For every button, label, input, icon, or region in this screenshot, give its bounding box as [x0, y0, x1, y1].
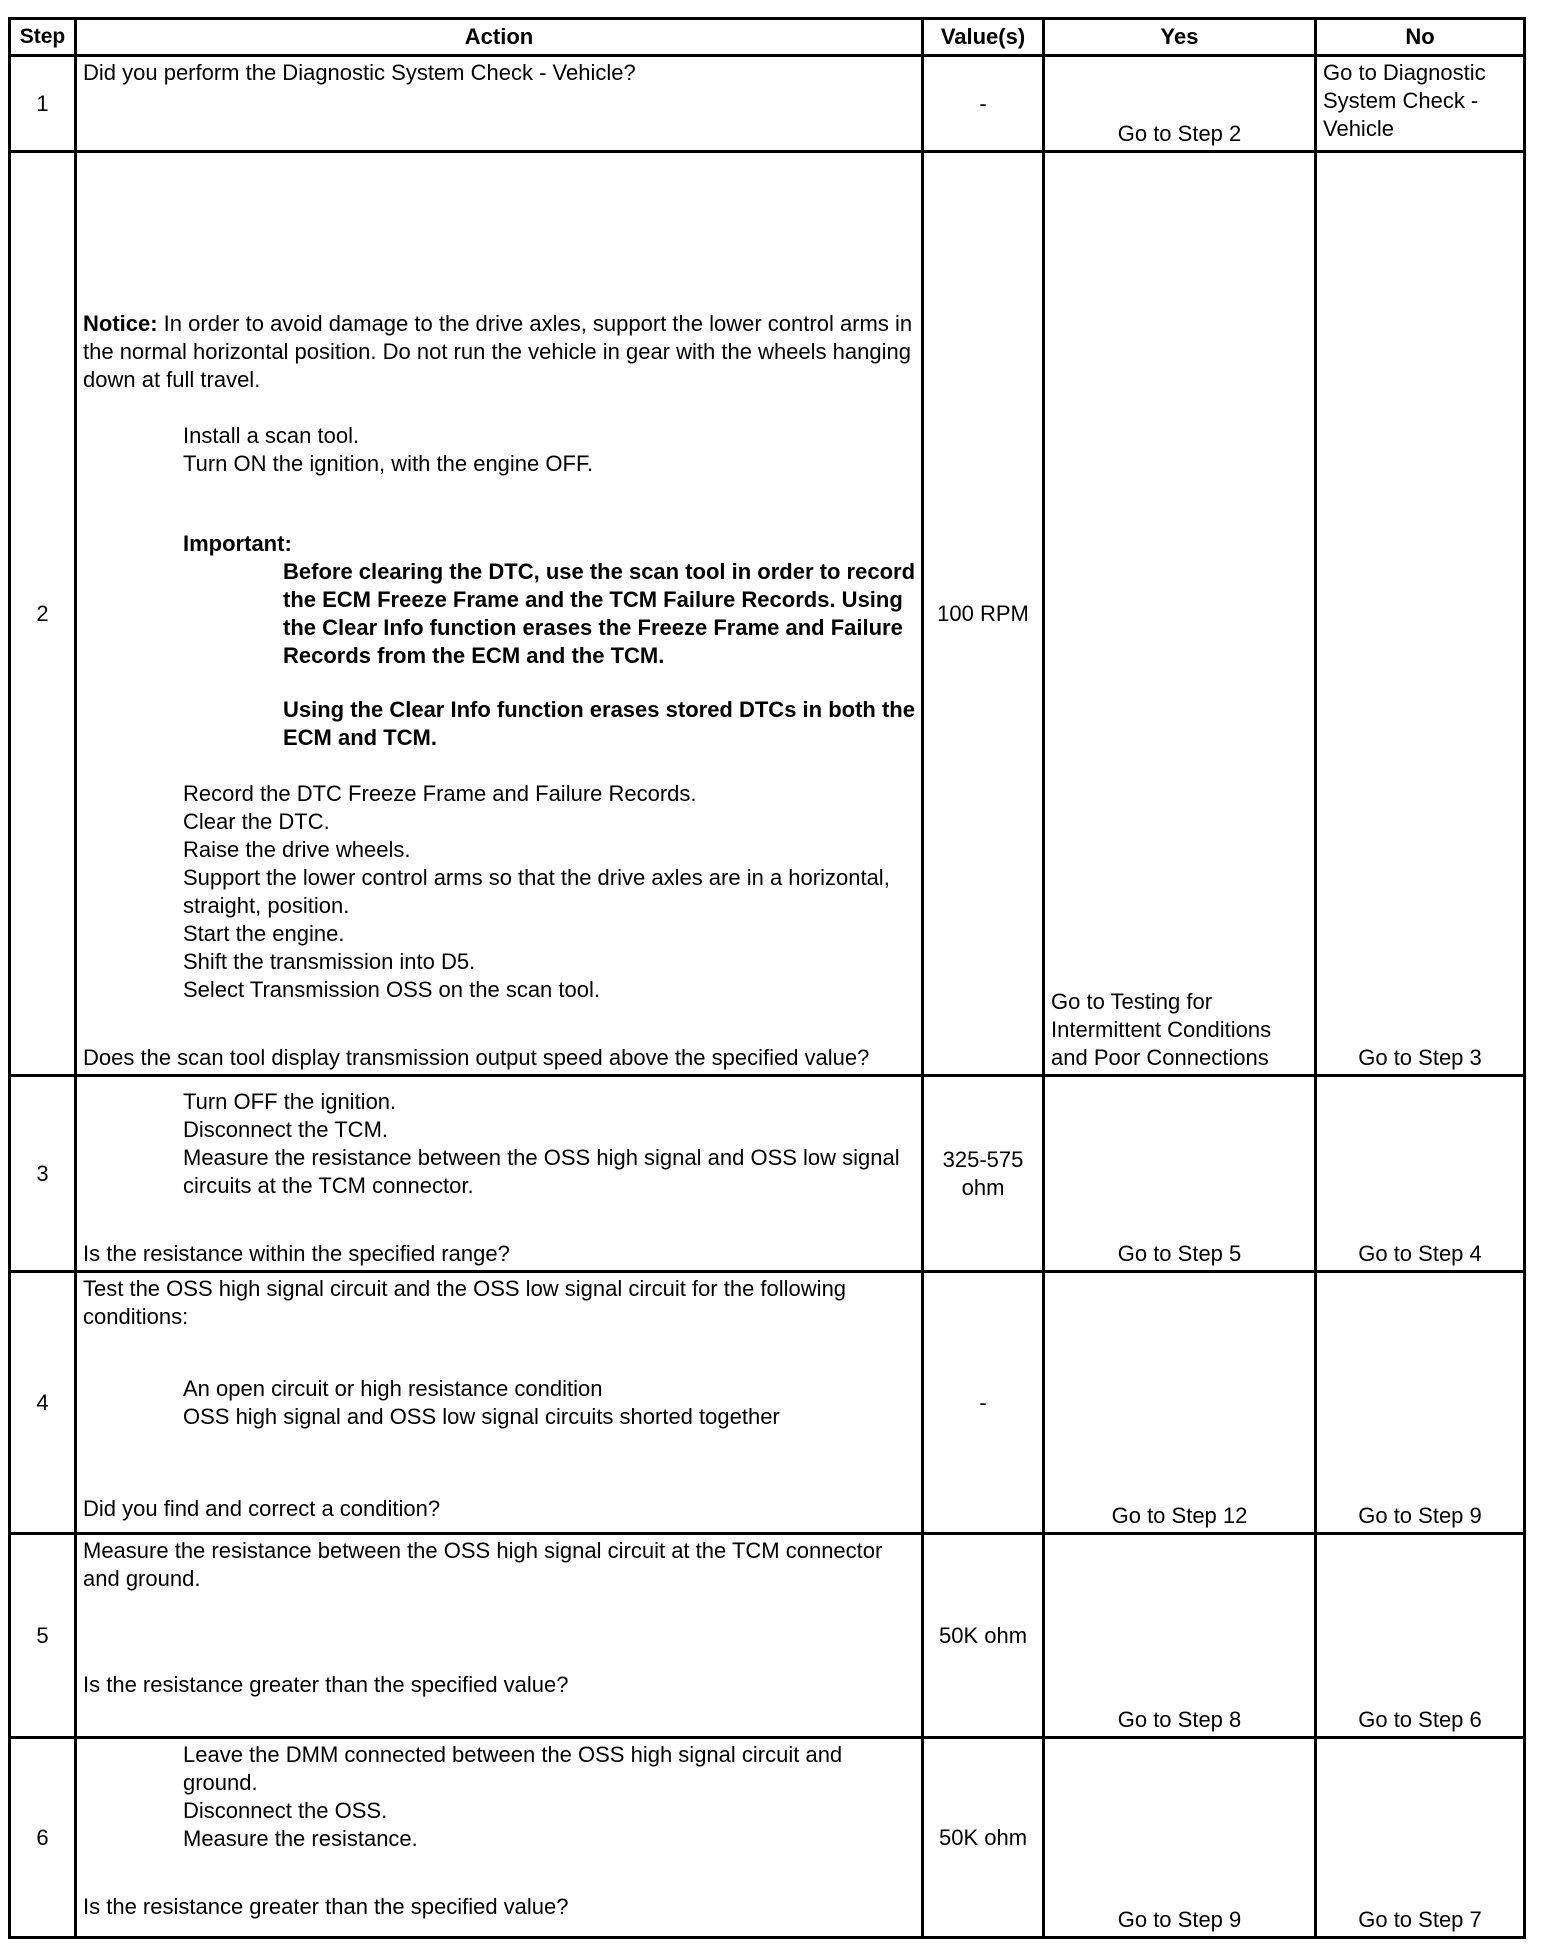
- list-item: Measure the resistance between the OSS high signal and OSS low signal circuits at the TCM connector.: [183, 1145, 900, 1198]
- action-question: Did you perform the Diagnostic System Check - Vehicle?: [83, 60, 636, 85]
- no-cell: Go to Step 4: [1316, 1076, 1525, 1272]
- list-item: Leave the DMM connected between the OSS high signal circuit and ground.: [183, 1742, 843, 1795]
- no-cell: Go to Step 9: [1316, 1272, 1525, 1534]
- step-number: 4: [10, 1272, 76, 1534]
- value-cell: 100 RPM: [923, 152, 1044, 1076]
- action-cell: [76, 1534, 923, 1738]
- action-question: Is the resistance within the specified range?: [83, 1241, 510, 1266]
- action-intro: Measure the resistance between the OSS high signal circuit at the TCM connector and ground.: [83, 1538, 883, 1591]
- notice-text: In order to avoid damage to the drive axles, support the lower control arms in the normal horizontal position. Do not run the vehicle in gear with the wheels hanging down at full travel.: [83, 311, 913, 392]
- action-question: Is the resistance greater than the specified value?: [83, 1672, 569, 1697]
- action-cell: [76, 1076, 923, 1272]
- list-item: Shift the transmission into D5.: [183, 949, 476, 974]
- procedure-list: [83, 1375, 915, 1431]
- procedure-list: [83, 780, 915, 1004]
- table-row: [10, 1076, 1525, 1272]
- header-step: Step: [10, 19, 76, 56]
- notice: [83, 310, 915, 394]
- yes-cell: Go to Step 9: [1044, 1738, 1316, 1938]
- step-number: 1: [10, 56, 76, 152]
- table-row: [10, 152, 1525, 1076]
- header-action: Action: [76, 19, 923, 56]
- table-row: [10, 1272, 1525, 1534]
- step-number: 5: [10, 1534, 76, 1738]
- header-values: Value(s): [923, 19, 1044, 56]
- value-cell: -: [923, 56, 1044, 152]
- important-text: Using the Clear Info function erases stored DTCs in both the ECM and TCM.: [283, 697, 915, 750]
- procedure-list: [83, 422, 915, 478]
- list-item: Install a scan tool.: [183, 423, 360, 448]
- list-item: Turn OFF the ignition.: [183, 1089, 397, 1114]
- list-item: Start the engine.: [183, 921, 345, 946]
- action-question: Did you find and correct a condition?: [83, 1496, 441, 1521]
- list-item: Clear the DTC.: [183, 809, 330, 834]
- header-no: No: [1316, 19, 1525, 56]
- list-item: Turn ON the ignition, with the engine OFF.: [183, 451, 594, 476]
- table-row: [10, 56, 1525, 152]
- yes-cell: Go to Step 5: [1044, 1076, 1316, 1272]
- no-cell: Go to Step 7: [1316, 1738, 1525, 1938]
- step-number: 3: [10, 1076, 76, 1272]
- action-cell: [76, 152, 923, 1076]
- list-item: OSS high signal and OSS low signal circuits shorted together: [183, 1404, 780, 1429]
- action-intro: Test the OSS high signal circuit and the OSS low signal circuit for the following conditions:: [83, 1276, 847, 1329]
- list-item: Record the DTC Freeze Frame and Failure Records.: [183, 781, 697, 806]
- yes-cell: Go to Step 8: [1044, 1534, 1316, 1738]
- procedure-list: [83, 1741, 915, 1853]
- list-item: Disconnect the OSS.: [183, 1798, 388, 1823]
- action-cell: [76, 1272, 923, 1534]
- step-number: 6: [10, 1738, 76, 1938]
- diagnostic-table: [8, 17, 1526, 1939]
- important-label: Important:: [183, 531, 292, 556]
- yes-cell: Go to Step 2: [1044, 56, 1316, 152]
- no-cell: Go to Step 3: [1316, 152, 1525, 1076]
- procedure-list: [83, 1088, 915, 1200]
- table-row: [10, 1738, 1525, 1938]
- list-item: Raise the drive wheels.: [183, 837, 411, 862]
- notice-label: Notice:: [83, 311, 158, 336]
- action-question: Does the scan tool display transmission output speed above the specified value?: [83, 1045, 870, 1070]
- yes-cell: Go to Step 12: [1044, 1272, 1316, 1534]
- value-cell: 325-575 ohm: [923, 1076, 1044, 1272]
- no-cell: Go to Step 6: [1316, 1534, 1525, 1738]
- action-question: Is the resistance greater than the specified value?: [83, 1894, 569, 1919]
- action-cell: [76, 1738, 923, 1938]
- list-item: Disconnect the TCM.: [183, 1117, 389, 1142]
- action-cell: [76, 56, 923, 152]
- header-yes: Yes: [1044, 19, 1316, 56]
- list-item: An open circuit or high resistance condition: [183, 1376, 603, 1401]
- value-cell: -: [923, 1272, 1044, 1534]
- header-row: [10, 19, 1525, 56]
- value-cell: 50K ohm: [923, 1534, 1044, 1738]
- table-row: [10, 1534, 1525, 1738]
- no-cell: Go to Diagnostic System Check - Vehicle: [1316, 56, 1525, 152]
- list-item: Support the lower control arms so that the drive axles are in a horizontal, straight, position.: [183, 865, 890, 918]
- list-item: Measure the resistance.: [183, 1826, 418, 1851]
- important-text: Before clearing the DTC, use the scan tool in order to record the ECM Freeze Frame and the TCM Failure Records. Using the Clear Info function erases the Freeze Frame and Failure Records from the ECM and the TCM.: [283, 559, 916, 668]
- step-number: 2: [10, 152, 76, 1076]
- list-item: Select Transmission OSS on the scan tool.: [183, 977, 600, 1002]
- yes-cell: Go to Testing for Intermittent Conditions and Poor Connections: [1044, 152, 1316, 1076]
- value-cell: 50K ohm: [923, 1738, 1044, 1938]
